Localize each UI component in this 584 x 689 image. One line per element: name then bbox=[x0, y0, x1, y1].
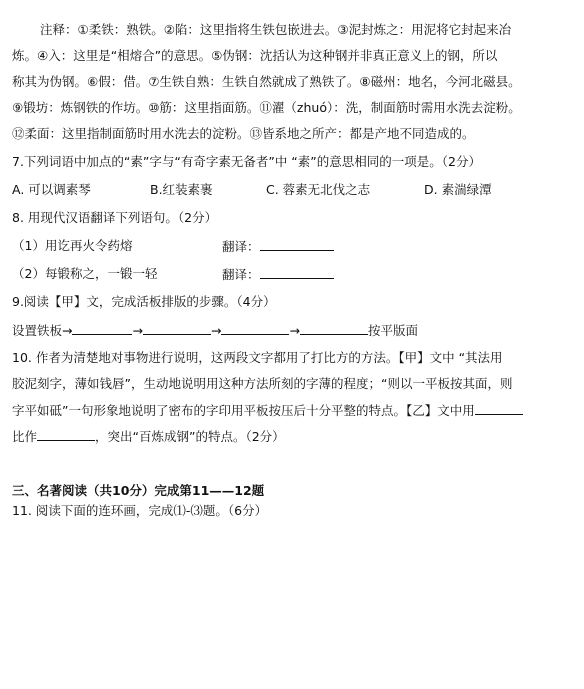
q7-option-b: B.红装素裹 bbox=[150, 182, 213, 197]
q10-line-2: 胶泥刻字，薄如钱唇”，生动地说明用这种方法所刻的字薄的程度；“则以一平板按其面，则 bbox=[12, 376, 513, 391]
notes-line-4: ⑨锻坊：炼钢铁的作坊。⑩筋：这里指面筋。⑪濯（zhuó）：洗，制面筋时需用水洗去淀粉。 bbox=[12, 100, 521, 115]
q10-line-4 bbox=[12, 428, 285, 445]
q8-translate-row-1 bbox=[222, 238, 334, 255]
q9-start-step: 设置铁板→ bbox=[12, 323, 73, 338]
q8-sentence-1: （1）用讫再火令药熔 bbox=[12, 238, 133, 253]
answer-blank[interactable] bbox=[143, 322, 211, 335]
notes-line-1: 注释：①柔铁：熟铁。②陷：这里指将生铁包嵌进去。③泥封炼之：用泥将它封起来冶 bbox=[40, 22, 512, 37]
q10-line-3 bbox=[12, 402, 523, 419]
answer-blank[interactable] bbox=[37, 428, 95, 441]
answer-blank[interactable] bbox=[300, 322, 368, 335]
q10-line-4-text-a: 比作 bbox=[12, 429, 38, 444]
q8-sentence-2: （2）每锻称之，一锻一轻 bbox=[12, 266, 158, 281]
translate-label: 翻译： bbox=[222, 267, 260, 282]
q9-end-step: 按平版面 bbox=[367, 323, 418, 338]
q7-option-a: A. 可以调素琴 bbox=[12, 182, 91, 197]
answer-blank[interactable] bbox=[260, 238, 334, 251]
arrow: → bbox=[210, 323, 222, 338]
arrow: → bbox=[132, 323, 143, 338]
arrow: → bbox=[289, 323, 300, 338]
q10-line-1: 10. 作者为清楚地对事物进行说明，这两段文字都用了打比方的方法。【甲】文中 “其法用 bbox=[12, 350, 503, 365]
answer-blank[interactable] bbox=[260, 266, 334, 279]
q7-option-d: D. 素湍绿潭 bbox=[424, 182, 492, 197]
q10-line-4-text-b: ，突出“百炼成钢”的特点。（2分） bbox=[95, 429, 285, 444]
notes-line-3: 称其为伪钢。⑥假：借。⑦生铁自熟：生铁自然就成了熟铁了。⑧磁州：地名，今河北磁县。 bbox=[12, 74, 521, 89]
notes-line-2: 炼。④入：这里是“相熔合”的意思。⑤伪钢：沈括认为这种钢并非真正意义上的钢，所以 bbox=[12, 48, 498, 63]
answer-blank[interactable] bbox=[221, 322, 289, 335]
section-3-title: 三、名著阅读（共10分）完成第11——12题 bbox=[12, 483, 265, 498]
q11-stem: 11. 阅读下面的连环画，完成⑴-⑶题。（6分） bbox=[12, 503, 268, 518]
q9-stem: 9.阅读【甲】文，完成活板排版的步骤。（4分） bbox=[12, 294, 276, 309]
notes-line-5: ⑫柔面：这里指制面筋时用水洗去的淀粉。⑬皆系地之所产：都是产地不同造成的。 bbox=[12, 126, 475, 141]
q7-option-c: C. 蓉素无北伐之志 bbox=[266, 182, 371, 197]
q9-steps bbox=[12, 322, 418, 339]
q8-translate-row-2 bbox=[222, 266, 334, 283]
q7-stem: 7.下列词语中加点的“素”字与“有奇字素无备者”中 “素”的意思相同的一项是。（2分） bbox=[12, 154, 481, 169]
answer-blank[interactable] bbox=[72, 322, 132, 335]
answer-blank[interactable] bbox=[475, 402, 523, 415]
q8-stem: 8. 用现代汉语翻译下列语句。（2分） bbox=[12, 210, 218, 225]
q10-line-3-text: 字平如砥”一句形象地说明了密布的字印用平板按压后十分平整的特点。【乙】文中用 bbox=[12, 403, 475, 418]
translate-label: 翻译： bbox=[222, 239, 260, 254]
